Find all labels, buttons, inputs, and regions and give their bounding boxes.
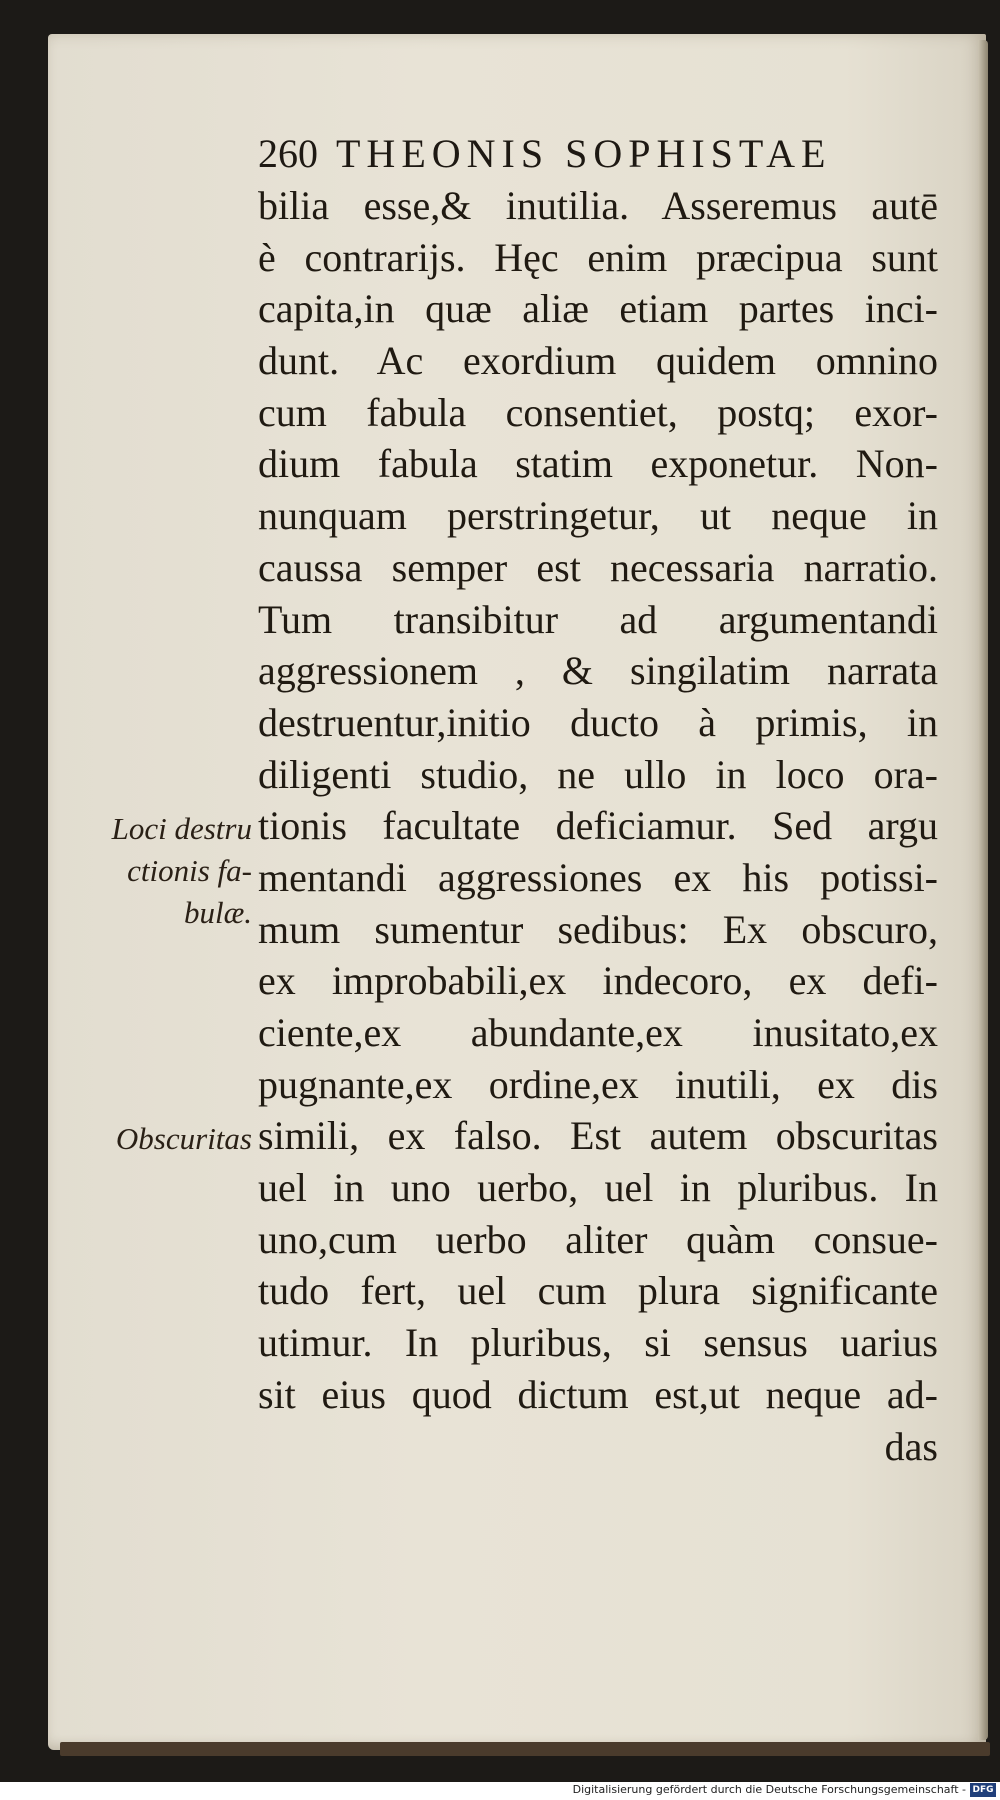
text-line: Tum transibitur ad argumentandi [258, 596, 938, 642]
body-text [258, 180, 938, 1472]
marginal-note-line: ctionis fa- [127, 853, 252, 888]
page-edge [978, 40, 988, 1740]
text-line: sit eius quod dictum est,ut neque ad- [258, 1371, 938, 1417]
text-line: cum fabula consentiet, postq; exor- [258, 389, 938, 435]
text-line: simili, ex falso. Est autem obscuritas [258, 1113, 938, 1159]
marginal-note-line: Loci destru [111, 811, 252, 846]
text-line: diligenti studio, ne ullo in loco ora- [258, 751, 938, 797]
page-number: 260 [258, 131, 318, 176]
text-line: è contrarijs. Hęc enim præcipua sunt [258, 234, 938, 280]
marginal-note-line: bulæ. [183, 895, 252, 930]
text-line: tionis facultate deficiamur. Sed argu [258, 803, 938, 849]
text-line: dium fabula statim exponetur. Non- [258, 441, 938, 487]
catchword: das [884, 1423, 938, 1469]
running-title: THEONIS SOPHISTAE [336, 131, 832, 176]
marginal-note-loci [82, 808, 252, 934]
running-header [258, 130, 938, 180]
binding-edge [60, 1742, 990, 1756]
text-line: ciente,ex abundante,ex inusitato,ex [258, 1010, 938, 1055]
text-line: aggressionem , & singilatim narrata [258, 648, 938, 694]
dfg-logo: DFG [970, 1783, 996, 1797]
text-line: destruentur,initio ducto à primis, in [258, 699, 938, 745]
text-line: pugnante,ex ordine,ex inutili, ex dis [258, 1061, 938, 1107]
text-line: dunt. Ac exordium quidem omnino [258, 338, 938, 384]
footer-credit: Digitalisierung gefördert durch die Deutsche Forschungsgemeinschaft - [572, 1783, 966, 1796]
text-line: ex improbabili,ex indecoro, ex defi- [258, 958, 938, 1004]
text-line: bilia esse,& inutilia. Asseremus autē [258, 183, 938, 228]
text-line: uel in uno uerbo, uel in pluribus. In [258, 1165, 938, 1211]
text-line: uno,cum uerbo aliter quàm consue- [258, 1216, 938, 1262]
text-line: mum sumentur sedibus: Ex obscuro, [258, 906, 938, 952]
text-line: nunquam perstringetur, ut neque in [258, 493, 938, 539]
text-line: mentandi aggressiones ex his potissi- [258, 854, 938, 900]
text-line: tudo fert, uel cum plura significante [258, 1268, 938, 1314]
marginal-note-obscuritas: Obscuritas [115, 1121, 252, 1156]
text-line: capita,in quæ aliæ etiam partes inci- [258, 286, 938, 332]
text-line: utimur. In pluribus, si sensus uarius [258, 1320, 938, 1366]
text-line: caussa semper est necessaria narratio. [258, 544, 938, 590]
